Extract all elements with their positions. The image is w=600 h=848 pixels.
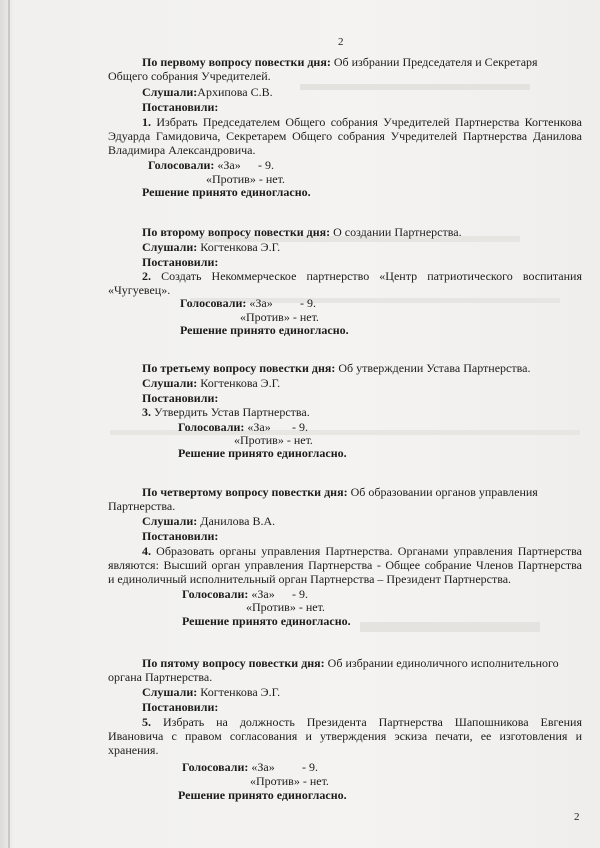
q5-heard-name: Когтенкова Э.Г. (197, 685, 281, 699)
q2-resolution-line1 (142, 269, 582, 283)
q4-heard-line (142, 514, 275, 528)
q5-vote-for-count: - 9. (302, 760, 318, 774)
q3-heard-name: Когтенкова Э.Г. (197, 376, 281, 390)
q4-vote-for-count: - 9. (292, 587, 308, 601)
q2-vote-label: Голосовали: (180, 296, 247, 310)
q1-vote-for: «За» (214, 158, 241, 172)
q3-resolution-text1: Утвердить Устав Партнерства. (151, 405, 310, 419)
q2-agenda-label: По второму вопросу повестки дня: (142, 225, 331, 239)
q4-resolved-label: Постановили: (142, 529, 219, 543)
q5-resolution-line1 (142, 715, 582, 729)
q3-agenda-line (142, 361, 530, 375)
q1-resolution-text1: Избрать Председателем Общего собрания Учредителей Партнерства Когтенкова (151, 115, 582, 129)
q3-resolved-label: Постановили: (142, 391, 219, 405)
q5-vote-against: «Против» - нет. (250, 774, 329, 788)
page-number-bottom: 2 (574, 811, 580, 823)
q1-resolution-line1 (142, 115, 582, 129)
q2-heard-label: Слушали: (142, 240, 198, 254)
q3-agenda-label: По третьему вопросу повестки дня: (142, 361, 336, 375)
q1-heard-line (142, 85, 273, 99)
q2-agenda-line (142, 225, 462, 239)
q3-agenda-text: Об утверждении Устава Партнерства. (335, 361, 531, 375)
q3-resolution-number: 3. (142, 405, 151, 419)
q5-resolution-line3: хранения. (108, 743, 159, 757)
q1-heard-name: Архипова С.В. (197, 85, 273, 99)
q2-decision: Решение принято единогласно. (180, 323, 349, 337)
page-number-top: 2 (338, 36, 344, 48)
q4-decision: Решение принято единогласно. (182, 614, 351, 628)
q3-vote-line (178, 420, 271, 434)
q3-vote-for-count: - 9. (292, 420, 308, 434)
bleed-through (360, 622, 540, 632)
q1-vote-against: «Против» - нет. (206, 172, 285, 186)
q5-resolution-number: 5. (142, 715, 151, 729)
q2-vote-line (180, 296, 273, 310)
q1-resolved-label: Постановили: (142, 100, 219, 114)
q2-agenda-text: О создании Партнерства. (330, 225, 462, 239)
q1-vote-label: Голосовали: (148, 158, 215, 172)
q5-agenda-line2: органа Партнерства. (108, 670, 213, 684)
q4-vote-label: Голосовали: (182, 587, 249, 601)
q2-heard-line (142, 240, 280, 254)
q2-vote-for: «За» (246, 296, 273, 310)
q2-resolution-line2: «Чугуевец». (108, 283, 171, 297)
q4-heard-name: Данилова В.А. (197, 514, 276, 528)
q5-vote-line (182, 760, 275, 774)
q5-resolved-label: Постановили: (142, 700, 219, 714)
q3-vote-for: «За» (244, 420, 271, 434)
q1-resolution-number: 1. (142, 115, 151, 129)
q5-agenda-label: По пятому вопросу повестки дня: (142, 656, 325, 670)
bleed-through (300, 84, 530, 90)
q2-resolved-label: Постановили: (142, 255, 219, 269)
q3-heard-label: Слушали: (142, 376, 198, 390)
q1-agenda-line (142, 55, 538, 69)
q4-heard-label: Слушали: (142, 514, 198, 528)
q4-vote-against: «Против» - нет. (246, 600, 325, 614)
q4-vote-for: «За» (248, 587, 275, 601)
q1-resolution-line2: Эдуарда Гамидовича, Секретарем Общего собрания Учредителей Партнерства Данилова (108, 129, 582, 143)
q4-agenda-text: Об образовании органов управления (347, 485, 538, 499)
q3-resolution-line1 (142, 405, 310, 419)
q5-heard-line (142, 685, 280, 699)
q2-vote-for-count: - 9. (300, 296, 316, 310)
q2-heard-name: Когтенкова Э.Г. (197, 240, 281, 254)
q1-vote-line (148, 158, 241, 172)
q5-agenda-text: Об избрании единоличного исполнительного (324, 656, 559, 670)
q4-resolution-line1 (142, 544, 582, 558)
q5-vote-for: «За» (248, 760, 275, 774)
q1-vote-for-count: - 9. (258, 158, 274, 172)
q5-vote-label: Голосовали: (182, 760, 249, 774)
q4-resolution-line3: и единоличный исполнительный орган Партнерства – Президент Партнерства. (108, 572, 512, 586)
q5-decision: Решение принято единогласно. (178, 788, 347, 802)
q1-decision: Решение принято единогласно. (142, 185, 311, 199)
page-edge (8, 0, 10, 848)
q4-vote-line (182, 587, 275, 601)
q5-resolution-line2: Ивановича с правом согласования и утверждения эскиза печати, ее изготовления и (108, 729, 582, 743)
q4-agenda-line2: Партнерства. (108, 499, 176, 513)
q3-vote-label: Голосовали: (178, 420, 245, 434)
q1-agenda-text: Об избрании Председателя и Секретаря (330, 55, 538, 69)
q4-agenda-line (142, 485, 538, 499)
q1-resolution-line3: Владимира Александровича. (108, 143, 256, 157)
q3-heard-line (142, 376, 280, 390)
q1-heard-label: Слушали: (142, 85, 198, 99)
q4-resolution-line2: являются: Высший орган управления Партнерства - Общее собрание Членов Партнерства (108, 558, 582, 572)
q2-vote-against: «Против» - нет. (240, 310, 319, 324)
q1-agenda-line2: Общего собрания Учредителей. (108, 69, 271, 83)
q5-heard-label: Слушали: (142, 685, 198, 699)
q2-resolution-number: 2. (142, 269, 151, 283)
q4-resolution-number: 4. (142, 544, 151, 558)
q1-agenda-label: По первому вопросу повестки дня: (142, 55, 331, 69)
q4-agenda-label: По четвертому вопросу повестки дня: (142, 485, 348, 499)
q5-agenda-line (142, 656, 559, 670)
q3-vote-against: «Против» - нет. (234, 433, 313, 447)
q2-resolution-text1: Создать Некоммерческое партнерство «Центр патриотического воспитания (151, 269, 582, 283)
q3-decision: Решение принято единогласно. (178, 446, 347, 460)
q4-resolution-text1: Образовать органы управления Партнерства. Органами управления Партнерства (151, 544, 582, 558)
q5-resolution-text1: Избрать на должность Президента Партнерства Шапошникова Евгения (151, 715, 582, 729)
